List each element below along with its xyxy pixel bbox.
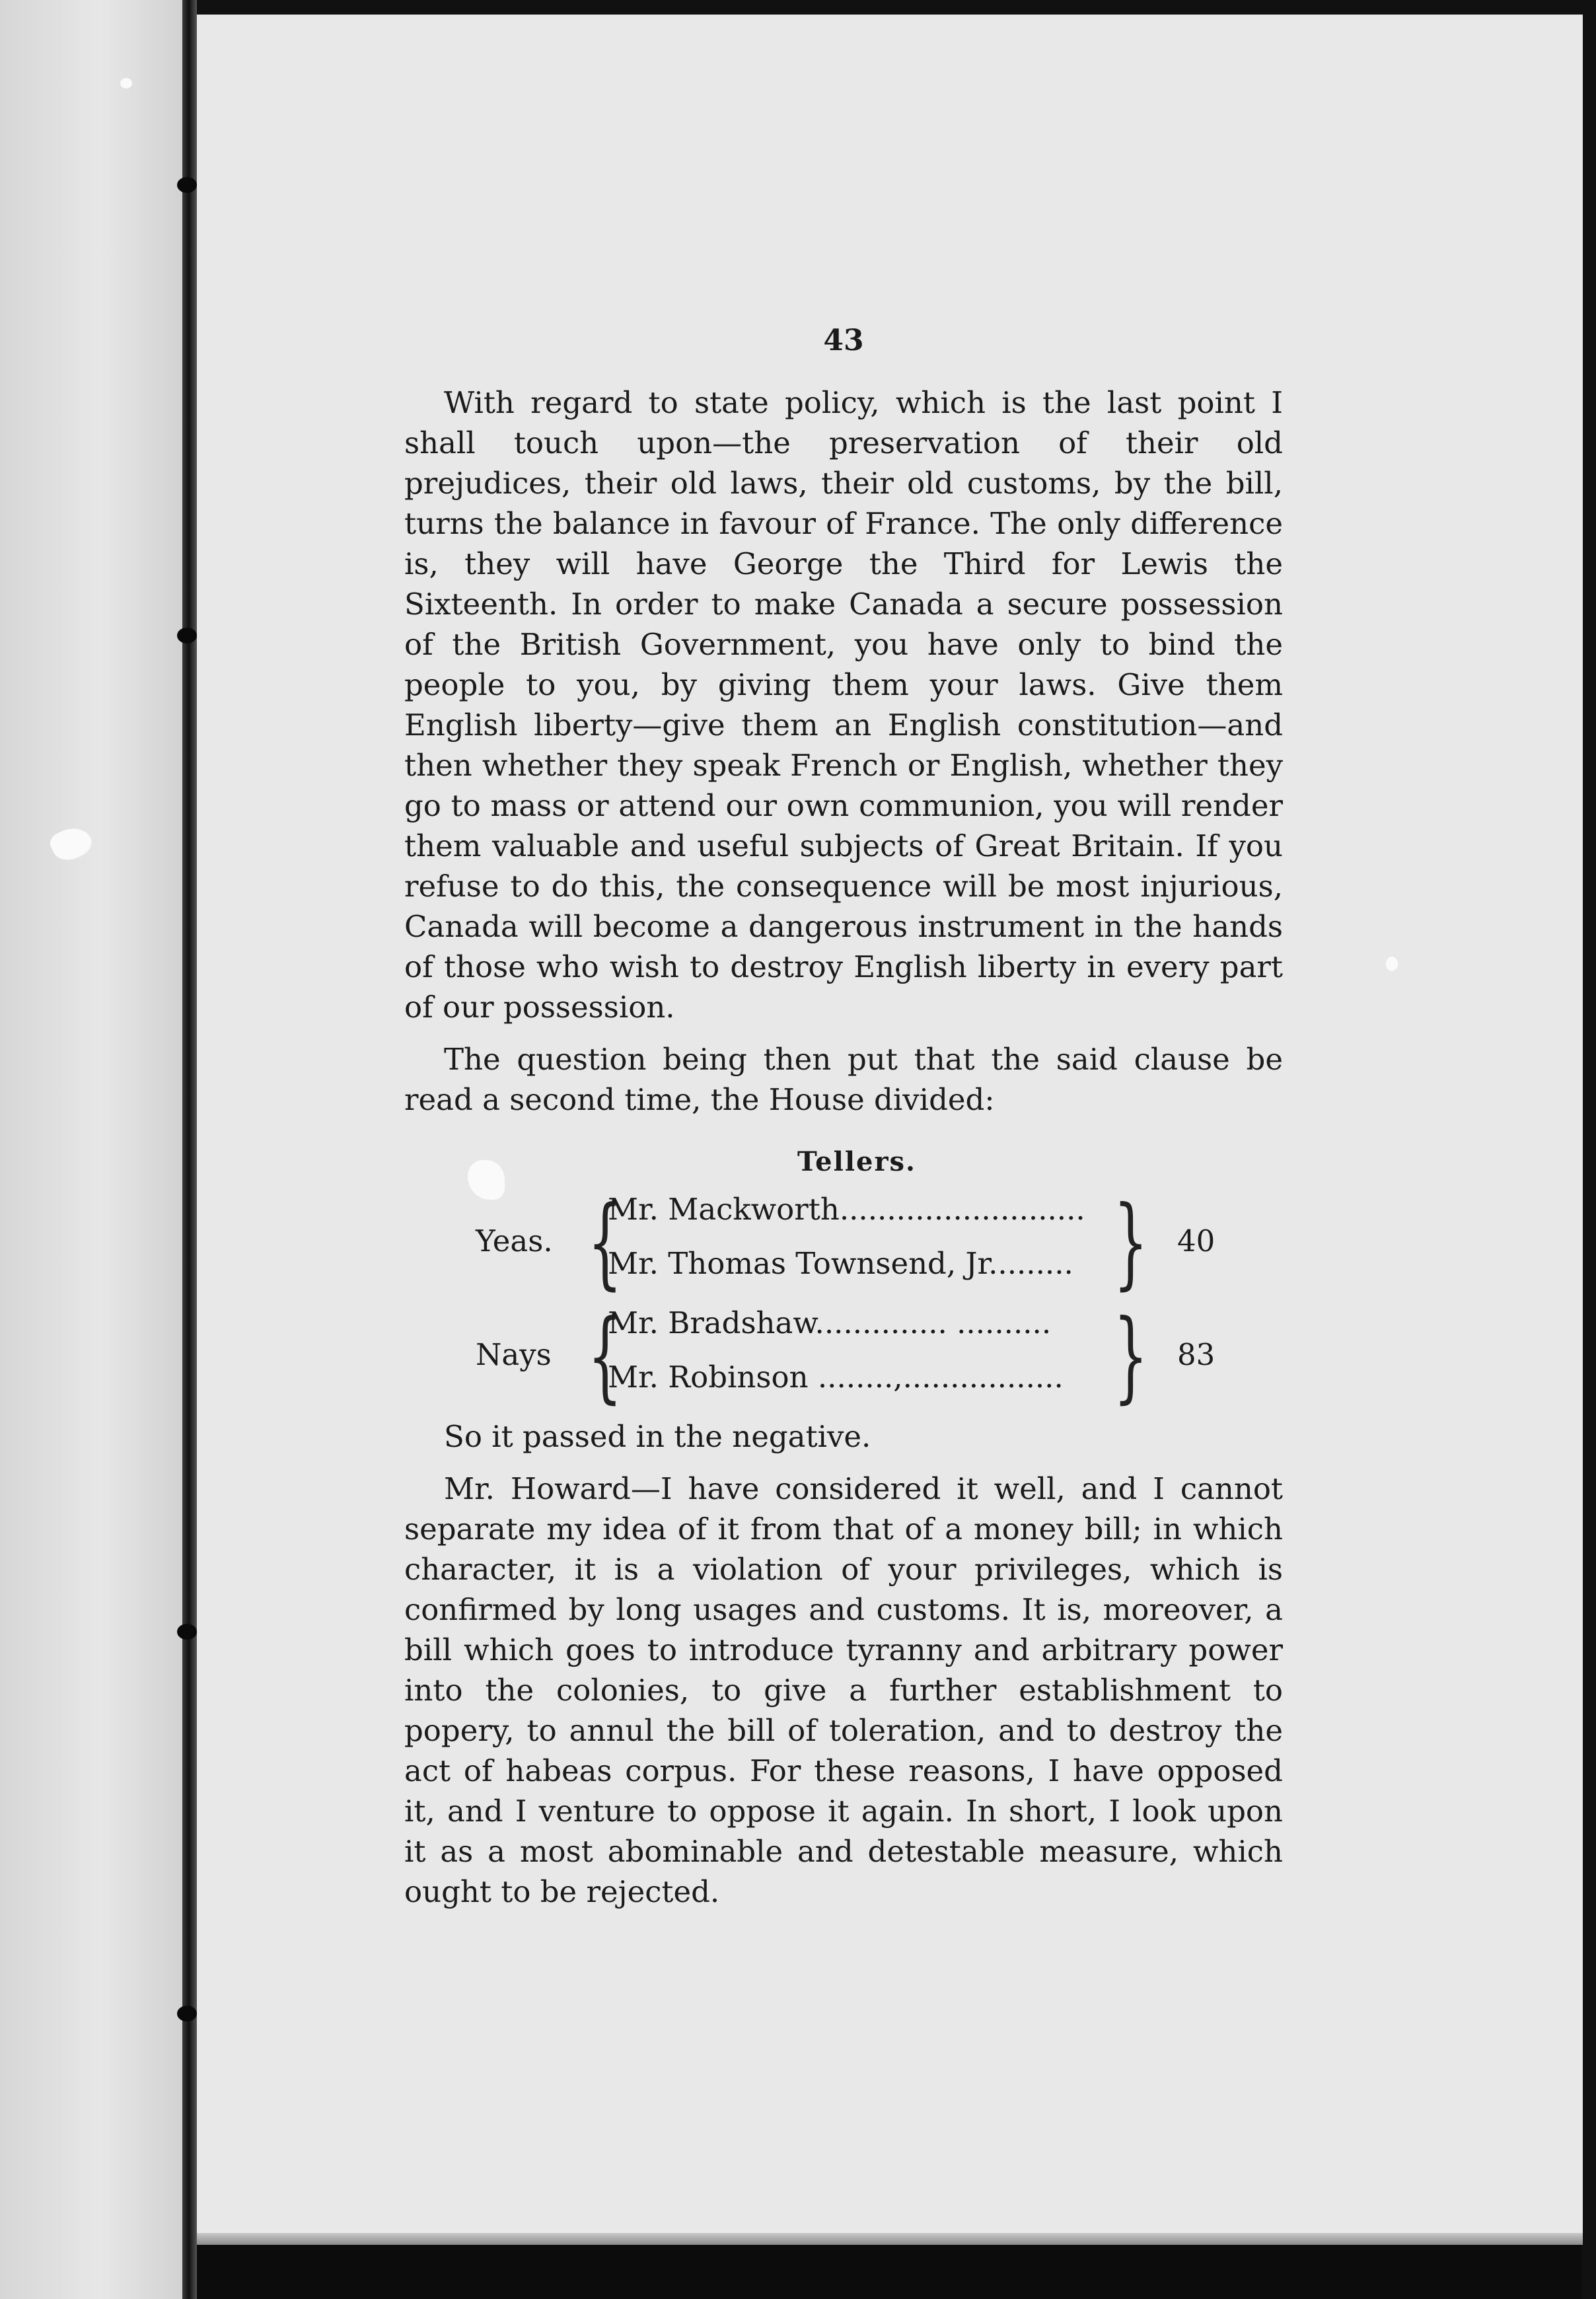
book-spine [182,0,197,2299]
division-intro-paragraph: The question being then put that the said clause be read a second time, the House divided: [404,1042,1283,1117]
nays-count: 83 [1177,1337,1215,1372]
left-brace: { [587,1185,622,1300]
speech-paragraph: With regard to state policy, which is the last point I shall touch upon—the preservation of their old prejudices, their old laws, their old customs, by the bill, turns the balance in favour of France. The only difference is, they will have George the Third for Lewis the Sixteenth. In order to make Canada a secure possession of the British Government, you have only to bind the people to you, by giving them your laws. Give them English liberty—give them an English constitution—and then whether they speak French or English, whether they go to mass or attend our own communion, you will render them valuable and useful subjects of Great Britain. If you refuse to do this, the consequence will be most injurious, Canada will become a dangerous instrument in the hands of those who wish to destroy English liberty in every part of our possession. [404,385,1283,1025]
yeas-count: 40 [1177,1223,1215,1259]
binding-stitch [177,1624,197,1640]
tellers-heading: Tellers. [797,1146,916,1177]
binding-stitch [177,177,197,193]
yeas-label: Yeas. [476,1223,553,1259]
left-brace: { [587,1299,622,1414]
teller-name: Mr. Mackworth.......................... [608,1192,1085,1227]
right-brace: } [1113,1185,1148,1300]
right-brace: } [1113,1299,1148,1414]
division-table [404,1185,1283,1416]
nays-label: Nays [476,1337,552,1372]
teller-name: Mr. Thomas Townsend, Jr......... [608,1246,1073,1281]
nays-group [404,1299,1283,1414]
teller-name: Mr. Robinson ........,................. [608,1360,1064,1395]
page-text [404,324,1283,1912]
binding-stitch [177,2006,197,2022]
binding-stitch [177,628,197,643]
scan-border-top [197,0,1581,15]
teller-name: Mr. Bradshaw.............. .......... [608,1305,1052,1340]
page-number: 43 [823,324,864,357]
speech-paragraph: Mr. Howard—I have considered it well, and I cannot separate my idea of it from that of a money bill; in which character, it is a violation of your privileges, which is confirmed by long usages and customs. It is, moreover, a bill which goes to introduce tyranny and arbitrary power into the colonies, to give a further establishment to popery, to annul the bill of toleration, and to destroy the act of habeas corpus. For these reasons, I have opposed it, and I venture to oppose it again. In short, I look upon it as a most abominable and detestable measure, which ought to be rejected. [404,1471,1283,1909]
facing-page-edge [0,0,182,2299]
yeas-group [404,1185,1283,1300]
page-bottom-edge [197,2233,1583,2245]
result-paragraph: So it passed in the negative. [444,1419,871,1454]
scan-border-right [1581,0,1596,2299]
